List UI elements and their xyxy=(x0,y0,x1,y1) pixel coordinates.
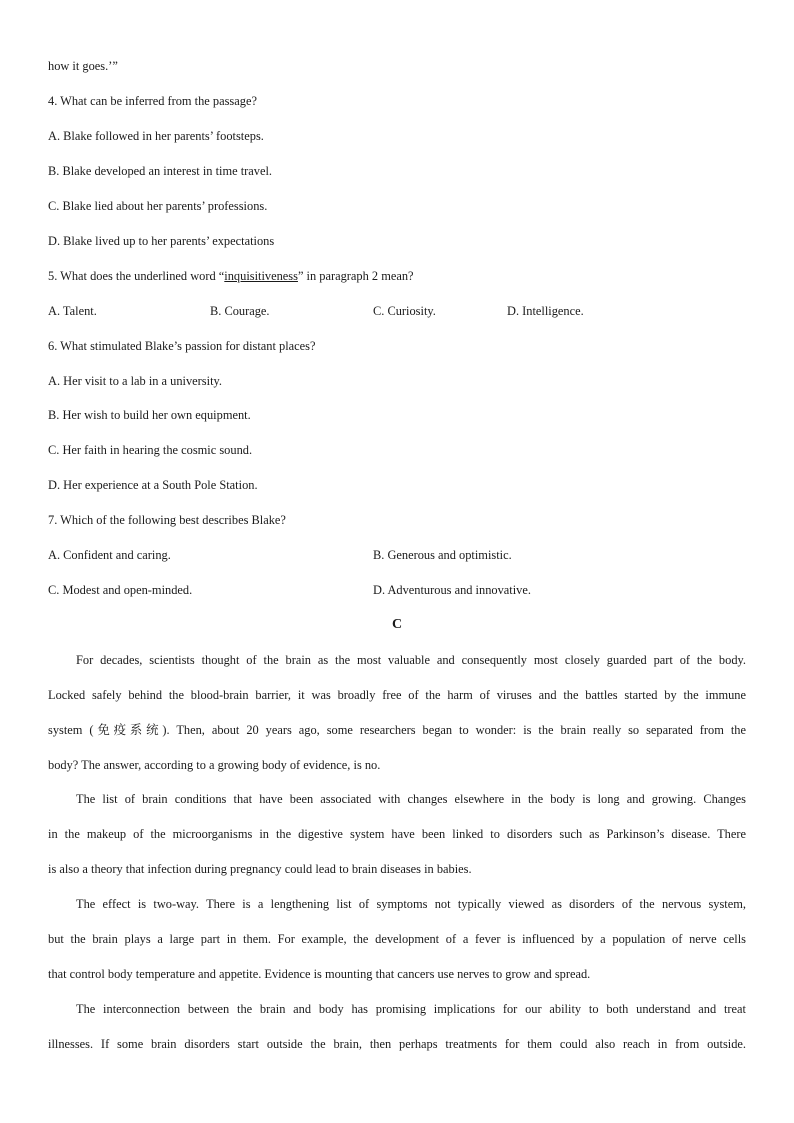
question-6-option-b: B. Her wish to build her own equipment. xyxy=(48,408,251,422)
paragraph-2-line-3: is also a theory that infection during pregnancy could lead to brain diseases in babies. xyxy=(48,862,472,876)
question-4-option-d: D. Blake lived up to her parents’ expectations xyxy=(48,234,275,248)
question-6-stem: 6. What stimulated Blake’s passion for distant places? xyxy=(48,339,316,353)
question-5-option-b: B. Courage. xyxy=(210,304,270,318)
question-6-option-d: D. Her experience at a South Pole Station. xyxy=(48,478,258,492)
underlined-word: inquisitiveness xyxy=(224,269,298,283)
paragraph-4-line-1: The interconnection between the brain and body has promising implications for our ability to both understand and treat xyxy=(76,1002,746,1016)
question-4-option-c: C. Blake lied about her parents’ professions. xyxy=(48,199,268,213)
question-5-stem xyxy=(48,268,414,284)
question-6-option-a: A. Her visit to a lab in a university. xyxy=(48,374,223,388)
paragraph-3-line-3: that control body temperature and appetite. Evidence is mounting that cancers use nerves to grow and spread. xyxy=(48,967,591,981)
paragraph-2-line-2: in the makeup of the microorganisms in the digestive system have been linked to disorders such as Parkinson’s disease. There xyxy=(48,827,746,841)
question-4-option-b: B. Blake developed an interest in time travel. xyxy=(48,164,272,178)
paragraph-1-line-4: body? The answer, according to a growing body of evidence, is no. xyxy=(48,758,381,772)
paragraph-3-line-1: The effect is two-way. There is a lengthening list of symptoms not typically viewed as disorders of the nervous system, xyxy=(76,897,746,911)
paragraph-1-line-1: For decades, scientists thought of the brain as the most valuable and consequently most closely guarded part of the body. xyxy=(76,653,746,667)
top-line: how it goes.’” xyxy=(48,59,118,73)
paragraph-1-line-3: system (免疫系统). Then, about 20 years ago, some researchers began to wonder: is the brain really so separated from the xyxy=(48,723,746,737)
question-4-option-a: A. Blake followed in her parents’ footsteps. xyxy=(48,129,264,143)
question-7-option-b: B. Generous and optimistic. xyxy=(373,548,512,562)
question-5-option-d: D. Intelligence. xyxy=(507,304,584,318)
question-7-option-c: C. Modest and open-minded. xyxy=(48,583,193,597)
question-5-option-a: A. Talent. xyxy=(48,304,97,318)
question-7-option-a: A. Confident and caring. xyxy=(48,548,171,562)
question-5-stem-post: ” in paragraph 2 mean? xyxy=(297,269,414,283)
paragraph-2-line-1: The list of brain conditions that have been associated with changes elsewhere in the body is long and growing. Changes xyxy=(76,792,746,806)
question-5-stem-pre: 5. What does the underlined word “ xyxy=(48,269,225,283)
question-6-option-c: C. Her faith in hearing the cosmic sound. xyxy=(48,443,253,457)
question-4-stem: 4. What can be inferred from the passage? xyxy=(48,94,257,108)
question-7-option-d: D. Adventurous and innovative. xyxy=(373,583,531,597)
paragraph-1-line-2: Locked safely behind the blood-brain barrier, it was broadly free of the harm of viruses and the battles started by the immune xyxy=(48,688,746,702)
paragraph-3-line-2: but the brain plays a large part in them. For example, the development of a fever is influenced by a population of nerve cells xyxy=(48,932,746,946)
question-7-stem: 7. Which of the following best describes Blake? xyxy=(48,513,286,527)
section-title: C xyxy=(391,617,403,632)
question-5-option-c: C. Curiosity. xyxy=(373,304,436,318)
paragraph-4-line-2: illnesses. If some brain disorders start outside the brain, then perhaps treatments for them could also reach in from outside. xyxy=(48,1037,746,1051)
